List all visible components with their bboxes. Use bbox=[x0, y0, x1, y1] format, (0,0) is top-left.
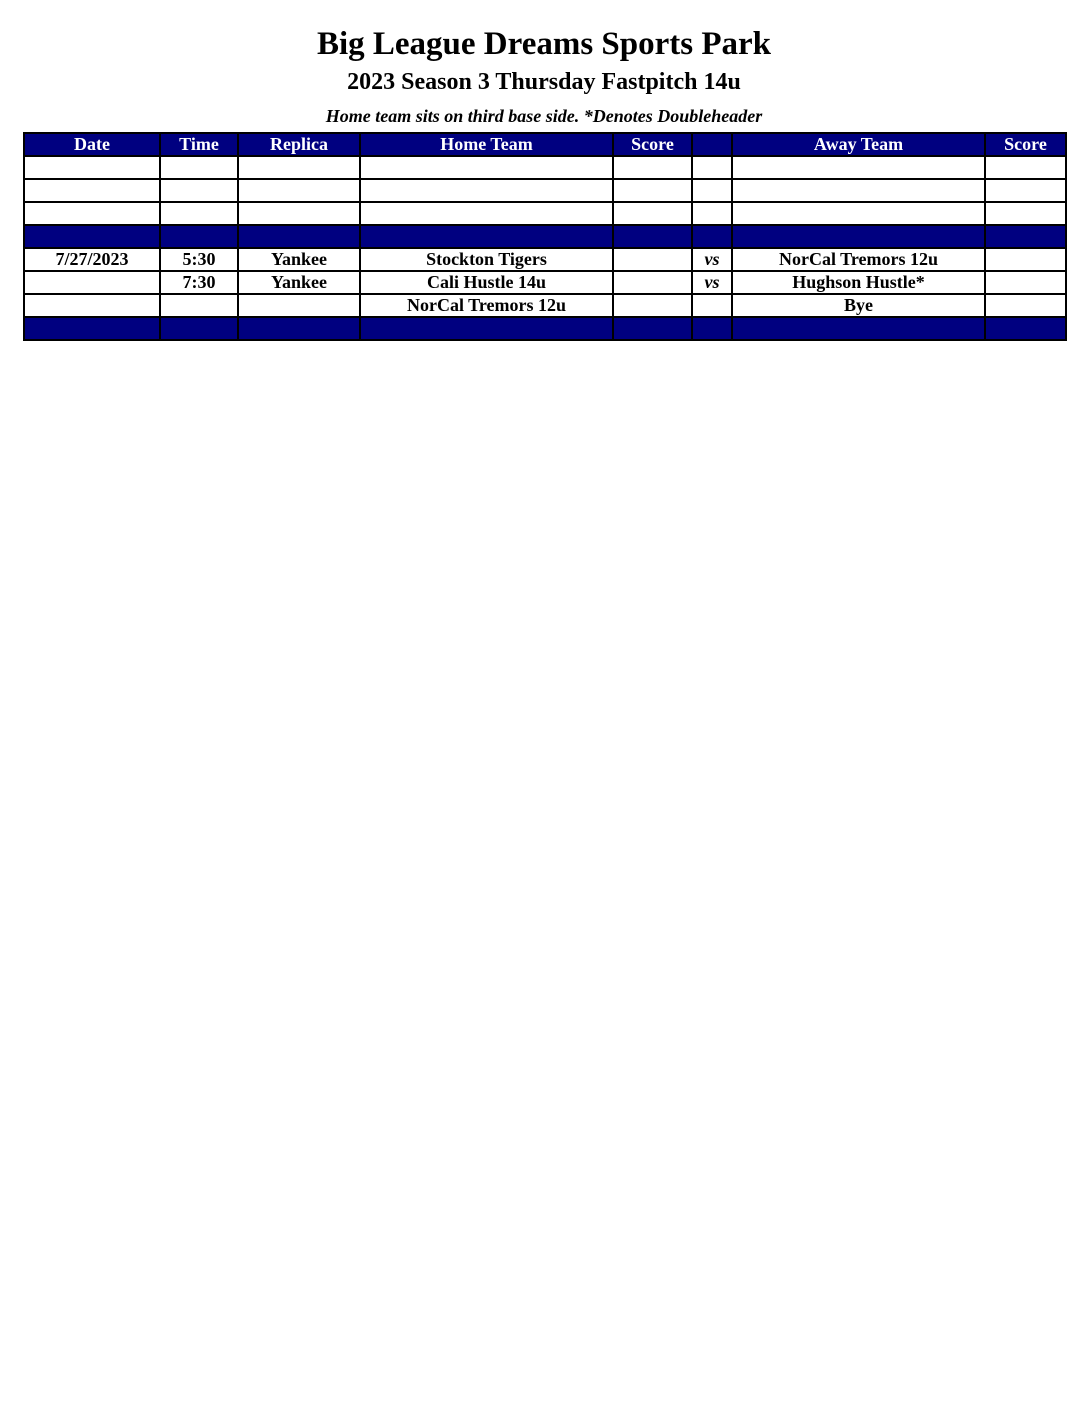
schedule-note: Home team sits on third base side. *Denotes Doubleheader bbox=[325, 106, 763, 126]
divider-band-row bbox=[24, 317, 1066, 340]
game-row bbox=[24, 294, 1066, 317]
empty-row bbox=[24, 202, 1066, 225]
column-header-date: Date bbox=[24, 133, 160, 156]
column-header-home-score: Score bbox=[613, 133, 692, 156]
column-header-time: Time bbox=[160, 133, 238, 156]
game-time: 7:30 bbox=[160, 271, 238, 294]
game-date bbox=[24, 271, 160, 294]
home-score bbox=[613, 294, 692, 317]
away-team: NorCal Tremors 12u bbox=[732, 248, 985, 271]
column-header-replica: Replica bbox=[238, 133, 360, 156]
versus-label bbox=[692, 294, 732, 317]
game-row bbox=[24, 248, 1066, 271]
game-row bbox=[24, 271, 1066, 294]
game-field bbox=[238, 294, 360, 317]
game-date: 7/27/2023 bbox=[24, 248, 160, 271]
away-score bbox=[985, 248, 1066, 271]
away-team: Bye bbox=[732, 294, 985, 317]
home-score bbox=[613, 248, 692, 271]
game-time: 5:30 bbox=[160, 248, 238, 271]
home-score bbox=[613, 271, 692, 294]
home-team: Stockton Tigers bbox=[360, 248, 613, 271]
game-field: Yankee bbox=[238, 248, 360, 271]
away-team: Hughson Hustle* bbox=[732, 271, 985, 294]
home-team: Cali Hustle 14u bbox=[360, 271, 613, 294]
empty-row bbox=[24, 156, 1066, 179]
versus-label: vs bbox=[692, 248, 732, 271]
page-subtitle: 2023 Season 3 Thursday Fastpitch 14u bbox=[347, 69, 741, 95]
divider-band-row bbox=[24, 225, 1066, 248]
game-field: Yankee bbox=[238, 271, 360, 294]
column-header-away-score: Score bbox=[985, 133, 1066, 156]
column-header-separator bbox=[692, 133, 732, 156]
game-time bbox=[160, 294, 238, 317]
game-date bbox=[24, 294, 160, 317]
home-team: NorCal Tremors 12u bbox=[360, 294, 613, 317]
schedule-table bbox=[23, 132, 1067, 341]
page-title: Big League Dreams Sports Park bbox=[316, 26, 772, 62]
away-score bbox=[985, 271, 1066, 294]
versus-label: vs bbox=[692, 271, 732, 294]
away-score bbox=[985, 294, 1066, 317]
empty-row bbox=[24, 179, 1066, 202]
column-header-away-team: Away Team bbox=[732, 133, 985, 156]
column-header-home-team: Home Team bbox=[360, 133, 613, 156]
header-row bbox=[24, 133, 1066, 156]
